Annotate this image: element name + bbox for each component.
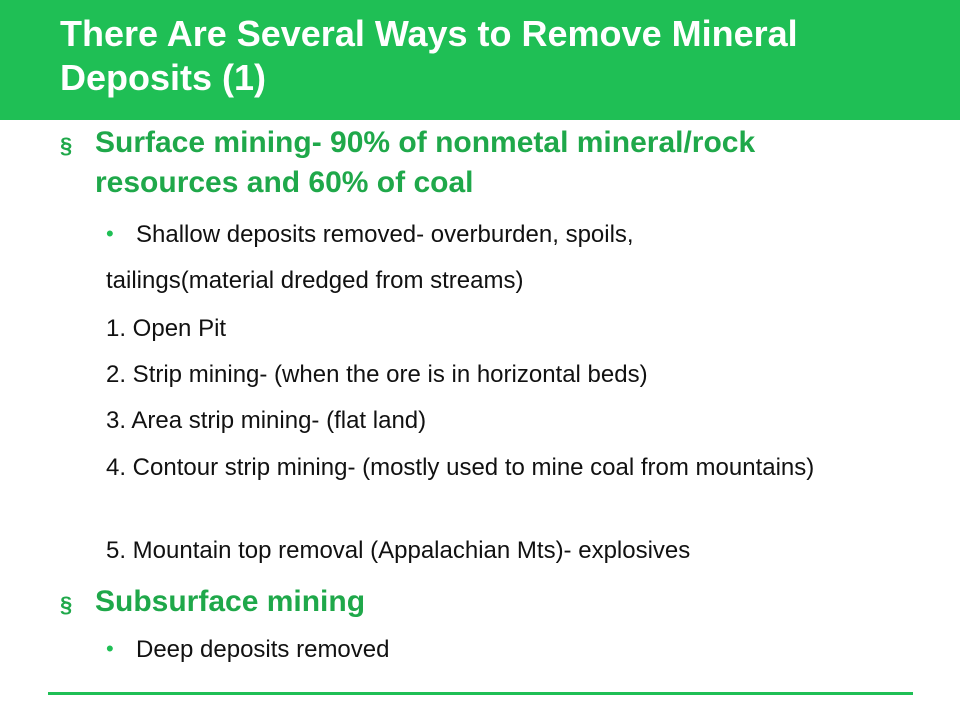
list-item: 4. Contour strip mining- (mostly used to mine coal from mountains) — [106, 454, 815, 481]
list-item: 2. Strip mining- (when the ore is in horizontal beds) — [106, 361, 648, 388]
sub-bullet-icon: • — [106, 636, 114, 661]
list-item: 1. Open Pit — [106, 315, 227, 342]
list-item: 3. Area strip mining- (flat land) — [106, 407, 427, 434]
bullet-shallow-deposits: Shallow deposits removed- overburden, spoils, — [136, 221, 634, 248]
section-bullet-icon: § — [60, 592, 73, 617]
bullet-deep-deposits: Deep deposits removed — [136, 636, 390, 663]
slide-title: There Are Several Ways to Remove Mineral Deposits (1) — [60, 13, 798, 98]
sub-bullet-icon: • — [106, 221, 114, 246]
bullet-continuation: tailings(material dredged from streams) — [106, 267, 524, 294]
section-bullet-icon: § — [60, 133, 73, 158]
section-heading-subsurface: Subsurface mining — [95, 585, 366, 618]
footer-rule — [48, 692, 913, 695]
title-bar — [0, 0, 960, 120]
section-heading-surface: Surface mining- 90% of nonmetal mineral/rock resources and 60% of coal — [95, 126, 756, 199]
list-item: 5. Mountain top removal (Appalachian Mts)- explosives — [106, 537, 691, 564]
